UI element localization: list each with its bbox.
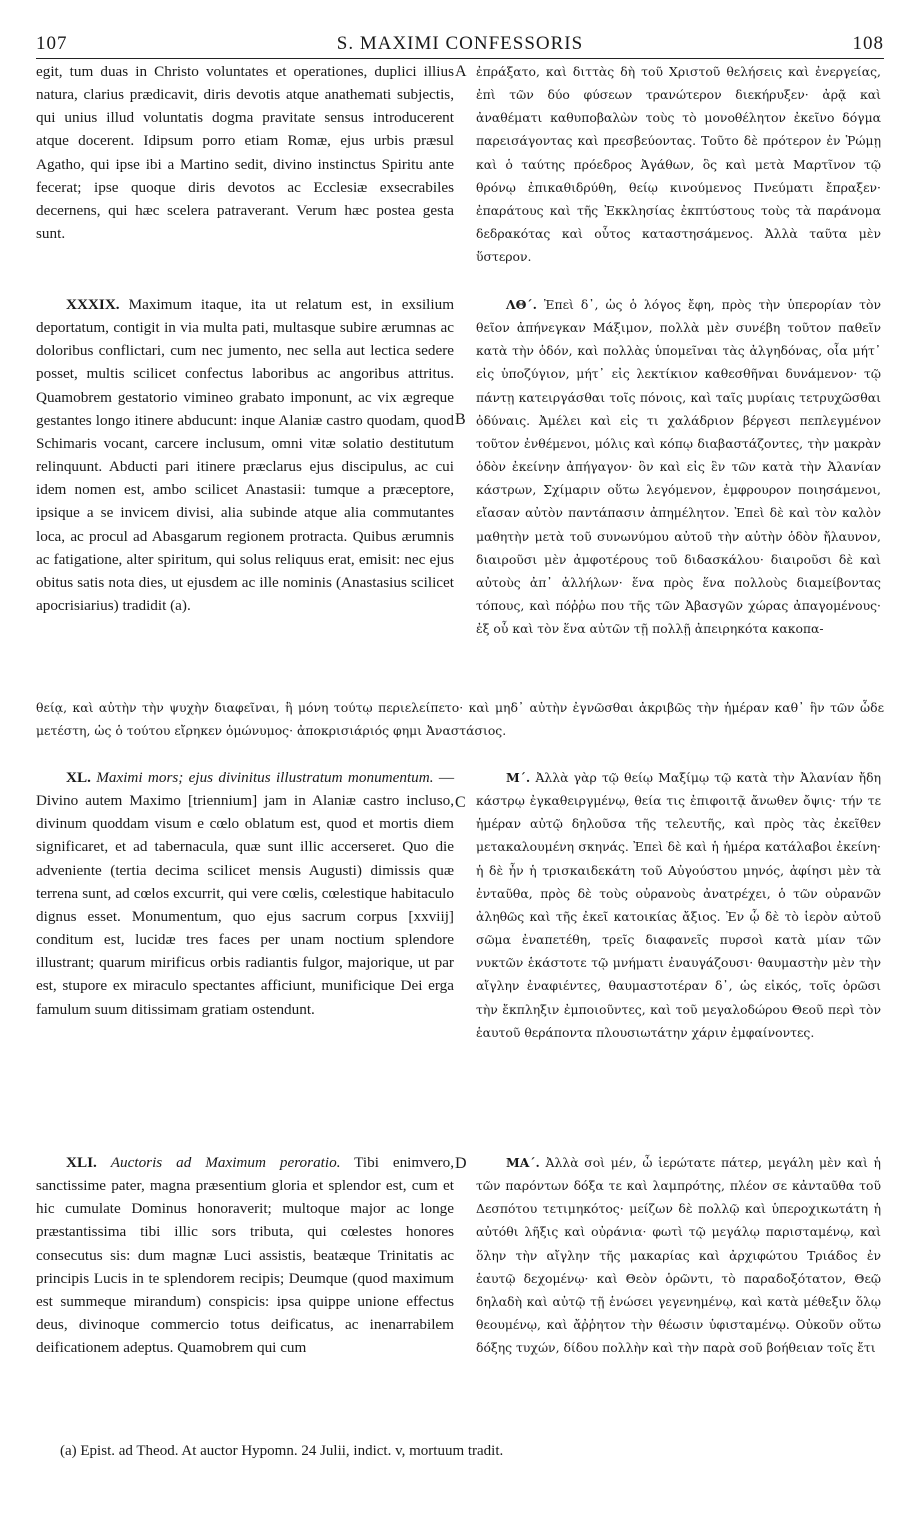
latin-text: — Divino autem Maximo [triennium] jam in Alaniæ castro incluso, divinum quoddam visum e cœlo oblatum est, quod et mortis diem significaret, et ad tabernacula, quæ sunt illic accerseret. Quo die adveniente (tertia decima scilicet mensis Augusti) dimissis quæ terrena sunt, ad cœlos excurrit, qui vere cœlis, cœlestique habitaculo dignus esset. Monumentum, quo ejus sacrum corpus [xxviij] conditum est, lucidæ tres faces per unam noctium splendore illustrant; quarum mirificus orbis radiantis fulgor, majorique, ut par est, stupore ex miraculo spectantes afficiunt, munificique Dei erga famulum suum ditissimam gratiam ostendunt. [36, 769, 455, 1018]
latin-text: egit, tum duas in Christo voluntates et operationes, duplici illius natura, clarius prædicavit, diris devotis atque anathemati subjectis, qui unius illud voluntatis dogma pravitate sensus introducerent atque docerent. Idipsum porro etiam Romæ, ejus urbis præsul Agatho, qui ipse ibi a Martino sedit, divino instinctus Spiritu ante fecerat; ipse quoque diris devotos ac Ecclesiæ exsecrabiles decernens, qui hæc scelera patraverant. Verum hæc postea gesta sunt. [36, 63, 454, 243]
latin-paragraph-40 [36, 766, 454, 1021]
greek-continuation-full-width [36, 696, 884, 742]
greek-paragraph-40 [476, 766, 881, 1044]
margin-marker-c: C [455, 794, 466, 811]
margin-marker-a: A [455, 63, 467, 80]
greek-paragraph-1 [476, 60, 881, 268]
section-number: ΜΑ΄. [506, 1155, 540, 1170]
margin-marker-b: B [455, 411, 466, 428]
running-header [36, 32, 884, 59]
greek-text: Ἀλλὰ γὰρ τῷ θείῳ Μαξίμῳ τῷ κατὰ τὴν Ἀλανίαν ἤδη κάστρῳ ἐγκαθειργμένῳ, θεία τις ἐπιφοιτᾷ ἄνωθεν ὄψις· τήν τε ἡμέραν αὐτῷ δηλοῦσα τῆς τελευτῆς, καὶ πρὸς τὰς ἐκεῖθεν μετακαλουμένη σκηνάς. Ἐπεὶ δὲ καὶ ἡ ἡμέρα κατάλαβοι ἐκείνη· ἡ δὲ ἦν ἡ τρισκαιδεκάτη τοῦ Αὐγούστου μηνός, ἀφίησι μὲν τὰ ἐνταῦθα, πρὸς δὲ τοὺς οὐρανοὺς ἀνατρέχει, ὁ τῶν οὐρανῶν ἀληθῶς καὶ τῆς ἐκεῖ κατοικίας ἄξιος. Ἐν ᾧ δὲ τὸ ἱερὸν αὐτοῦ σῶμα ἐναπετέθη, τρεῖς διαφανεῖς πυρσοὶ κατὰ μίαν τῶν νυκτῶν ἑκάστοτε τῷ μνήματι ἐναυγάζουσι· θαυμαστὴν μὲν τὴν αἴγλην ἐναφιέντες, θαυμαστοτέραν δ᾽, ὡς εἰκός, τοῖς ὁρῶσι τὴν ἔκπληξιν ἐμποιοῦντες, καὶ τοῦ μεγαλοδώρου Θεοῦ περὶ τὸν ἑαυτοῦ θεράποντα πλουσιωτάτην χάριν ἐμφαίνοντες. [476, 770, 881, 1040]
greek-paragraph-41 [476, 1151, 881, 1359]
greek-text: ἐπράξατο, καὶ διττὰς δὴ τοῦ Χριστοῦ θελήσεις καὶ ἐνεργείας, ἐπὶ τῶν δύο φύσεων τρανώτερον διεκήρυξεν· ἀρᾷ καὶ ἀναθέματι καθυποβαλὼν τοὺς τὸ μονοθέλητον ἐκεῖνο δόγμα παρεισάγοντας καὶ πρεσβεύοντας. Τοῦτο δὲ πρότερον ἐν Ῥώμῃ καὶ ὁ ταύτης πρόεδρος Ἀγάθων, ὃς καὶ μετὰ Μαρτῖνον τῷ θρόνῳ ἐπικαθιδρύθη, θείῳ κινούμενος Πνεύματι ἔπραξεν· ἐπαράτους καὶ τῆς Ἐκκλησίας ἐκπτύστους τοὺς τὰ παράνομα δεδρακότας καὶ οὗτος καταστησάμενος. Ἀλλὰ ταῦτα μὲν ὕστερον. [476, 64, 881, 265]
left-page-number: 107 [36, 33, 68, 54]
running-title: S. MAXIMI CONFESSORIS [336, 33, 584, 54]
latin-paragraph-41 [36, 1151, 454, 1359]
section-number: XL. [66, 769, 91, 786]
section-number: XXXIX. [66, 296, 120, 313]
section-number: XLI. [66, 1154, 97, 1171]
section-title: Auctoris ad Maximum peroratio. [110, 1154, 341, 1171]
latin-paragraph-1 [36, 60, 454, 245]
greek-paragraph-39 [476, 293, 881, 640]
greek-text: θείᾳ, καὶ αὐτὴν τὴν ψυχὴν διαφεῖναι, ἣ μόνη τούτῳ περιελείπετο· καὶ μηδ᾽ αὐτὴν ἐγνῶσθαι ἀκριβῶς τὴν ἡμέραν καθ᾽ ἣν τῶν ὧδε μετέστη, ὡς ὁ τούτου εἴρηκεν ὁμώνυμος· ἀποκρισιάριός φημι Ἀναστάσιος. [36, 700, 884, 738]
footnote: (a) Epist. ad Theod. At auctor Hypomn. 24 Julii, indict. v, mortuum tradit. [60, 1443, 504, 1459]
greek-text: Ἀλλὰ σοὶ μέν, ὦ ἱερώτατε πάτερ, μεγάλη μὲν καὶ ἡ τῶν παρόντων δόξα τε καὶ λαμπρότης, πλέον σε κἀνταῦθα τοῦ Δεσπότου τετιμηκότος· μείζων δὲ πολλῷ καὶ ὑπεροχικωτάτη ἡ αὐτόθι λῆξις καὶ οὐράνια· φωτὶ τῷ μεγάλῳ παρισταμένῳ, καὶ ὅλην τὴν αἴγλην τῆς μακαρίας καὶ ἀρχιφώτου Τριάδος ἐν ἑαυτῷ δεχομένῳ· καὶ Θεὸν ὁρῶντι, τὸ παραδοξότατον, Θεῷ δηλαδὴ καὶ αὐτῷ τῇ ἑνώσει γεγενημένῳ, καὶ κατὰ μέθεξιν ὅλῳ θεουμένῳ, καὶ ἄῤῥητον τὴν θέωσιν ὑφισταμένῳ. Οὐκοῦν οὕτω δόξης τυχών, δίδου πολλὴν καὶ τὴν παρὰ σοῦ βοήθειαν τοῖς ἔτι [476, 1155, 881, 1356]
margin-marker-d: D [455, 1155, 467, 1172]
latin-text: Tibi enimvero, sanctissime pater, magna præsentium gloria et splendor est, cum et hic cumulate Dominus honoraverit; multoque major ac longe præstantissima tibi illic sors tributa, qui cœlestes honores consecutus sis: dum magnæ Luci assistis, beatæque Trinitatis ac principis Lucis in te splendorem recipis; Deumque (quod maximum est summeque mirandum) conspicis: ipsa quippe unione effectus deus, divinoque commercio totus deificatus, ac inenarrabilem deificationem adeptus. Quamobrem qui cum [36, 1154, 455, 1357]
greek-text: Ἐπεὶ δ᾽, ὡς ὁ λόγος ἔφη, πρὸς τὴν ὑπερορίαν τὸν θεῖον ἀπήνεγκαν Μάξιμον, πολλὰ μὲν συνέβη τοῦτον παθεῖν κατὰ τὴν ὁδόν, καὶ πολλὰς ὑπομεῖναι τὰς ἀλγηδόνας, οἷα μήτ᾽ εἰς ὑποζύγιον, μήτ᾽ εἰς λεκτίκιον καθεσθῆναι δυνάμενον· τῷ πάντῃ κατειργάσθαι τοῖς πόνοις, καὶ ταῖς μυρίαις τετρυχῶσθαι ὀδύναις. Ἀμέλει καὶ εἰς τι χαλάδριον βέργεσι πεπλεγμένον τοῦτον ἐνθέμενοι, μόλις καὶ κόπῳ διαβαστάζοντες, τὴν μακρὰν ὁδὸν ἐκείνην ἀπήγαγον· ὃν καὶ εἰς ἓν τῶν κατὰ τὴν Ἀλανίαν κάστρων, Σχίμαριν οὕτω λεγόμενον, ἐμφρουρον ποιησάμενοι, εἴασαν αὐτὸν παντάπασιν ἀπημέλητον. Ἐπεὶ δὲ καὶ τὸν καλὸν μαθητὴν μετὰ τοῦ συνωνύμου αὐτοῦ τὴν αὐτὴν ὁδὸν ἤλαυνον, διαιροῦσι μὲν ἀμφοτέρους τοῦ διδασκάλου· διαιροῦσι δὲ καὶ αὐτοὺς ἀπ᾽ ἀλλήλων· ἕνα πρὸς ἕνα πολλοὺς διαμείβοντας τόπους, καὶ πόῤῥω που τῆς τῶν Ἀβασγῶν χώρας ἀπαγομένους· ἐξ οὗ καὶ τὸν ἕνα αὐτῶν τῇ πολλῇ ἀπειρηκότα κακοπα- [476, 297, 881, 637]
section-number: ΛΘ΄. [506, 297, 537, 312]
section-number: Μ΄. [506, 770, 531, 785]
section-title: Maximi mors; ejus divinitus illustratum monumentum. [96, 769, 434, 786]
right-page-number: 108 [852, 33, 884, 54]
latin-paragraph-39 [36, 293, 454, 617]
latin-text: Maximum itaque, ita ut relatum est, in exsilium deportatum, contigit in via multa pati, multasque subire ærumnas ac doloribus conflictari, cum nec jumento, nec sella aut lectica sedere posset, multis scilicet confectus laboribus ac angoribus attritus. Quamobrem gestatorio vimineo grabato imponunt, ac vix ægreque gestantes longo itinere abducunt: inque Alaniæ castro quodam, quod Schimaris vocant, carcere inclusum, omni vitæ solatio destitutum relinquunt. Abducti pari itinere præclarus ejus discipulus, ac cui idem nomen est, ambo scilicet Anastasii: tumque a præceptore, ipsique a se invicem divisi, alia subinde atque alia commutantes loca, ac procul ad Abasgarum regionem protracta. Quibus ærumnis ac fatigatione, alter spiritum, qui solus reliquus erat, emisit: nec ejus obitus satis nota dies, ut ejusdem ac ille nominis (Anastasius scilicet apocrisiarius) tradidit (a). [36, 296, 455, 615]
